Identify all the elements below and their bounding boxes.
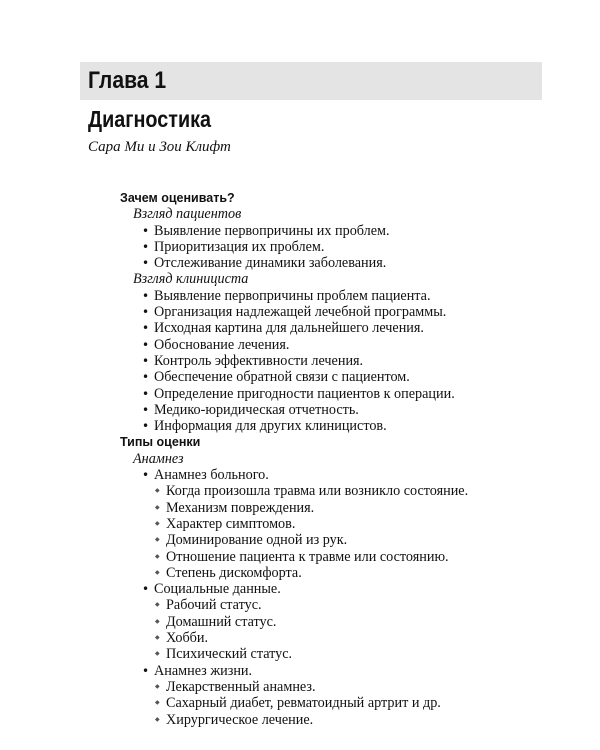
subheading: Анамнез — [133, 450, 184, 467]
chapter-label: Глава 1 — [88, 67, 167, 94]
subheading: Взгляд клинициста — [133, 271, 249, 288]
sub-list-item-text: Психический статус. — [166, 646, 293, 663]
bullet-list — [0, 223, 600, 272]
page-title: Диагностика — [88, 106, 212, 132]
sub-list-item-text: Хирургическое лечение. — [166, 711, 314, 728]
sub-bullet-list — [0, 679, 600, 728]
list-item — [0, 581, 600, 662]
list-item-text: Обоснование лечения. — [154, 336, 290, 353]
list-item — [0, 386, 600, 402]
sub-list-item — [0, 630, 600, 646]
sub-list-item-text: Хобби. — [166, 630, 209, 647]
list-item-text: Отслеживание динамики заболевания. — [154, 255, 387, 272]
document-body — [0, 190, 600, 728]
sub-list-item — [0, 565, 600, 581]
chapter-header-bar — [80, 62, 542, 100]
list-item-text: Выявление первопричины проблем пациента. — [154, 287, 431, 304]
bullet-list — [0, 467, 600, 728]
list-item — [0, 353, 600, 369]
list-item-text: Обеспечение обратной связи с пациентом. — [154, 369, 410, 386]
sub-list-item-text: Отношение пациента к травме или состоянию. — [166, 548, 449, 565]
list-item — [0, 320, 600, 336]
list-item-text: Социальные данные. — [154, 581, 281, 598]
list-item-text: Определение пригодности пациентов к операции. — [154, 385, 455, 402]
sub-list-item-text: Доминирование одной из рук. — [166, 532, 348, 549]
sub-list-item-text: Характер симптомов. — [166, 515, 296, 532]
list-item — [0, 663, 600, 728]
sub-list-item-text: Степень дискомфорта. — [166, 564, 302, 581]
list-item — [0, 288, 600, 304]
sub-list-item — [0, 532, 600, 548]
list-item-text: Анамнез больного. — [154, 467, 269, 484]
sub-bullet-list — [0, 597, 600, 662]
sub-list-item-text: Сахарный диабет, ревматоидный артрит и др. — [166, 695, 441, 712]
list-item-text: Анамнез жизни. — [154, 662, 253, 679]
sub-list-item-text: Рабочий статус. — [166, 597, 262, 614]
list-item — [0, 337, 600, 353]
list-item — [0, 369, 600, 385]
authors-line: Сара Ми и Зои Клифт — [88, 139, 231, 155]
sub-list-item — [0, 516, 600, 532]
sub-list-item-text: Когда произошла травма или возникло состояние. — [166, 483, 469, 500]
list-item — [0, 255, 600, 271]
sub-list-item-text: Лекарственный анамнез. — [166, 678, 316, 695]
sub-bullet-list — [0, 483, 600, 581]
list-item-text: Приоритизация их проблем. — [154, 238, 325, 255]
sub-list-item — [0, 597, 600, 613]
list-item — [0, 402, 600, 418]
list-item-text: Медико-юридическая отчетность. — [154, 401, 359, 418]
sub-list-item — [0, 500, 600, 516]
bullet-list — [0, 288, 600, 435]
sub-list-item — [0, 695, 600, 711]
section-heading: Зачем оценивать? — [120, 191, 235, 205]
sub-list-item — [0, 614, 600, 630]
list-item — [0, 467, 600, 581]
sub-list-item — [0, 712, 600, 728]
list-item — [0, 239, 600, 255]
sub-list-item — [0, 679, 600, 695]
sub-list-item — [0, 646, 600, 662]
subheading: Взгляд пациентов — [133, 206, 242, 223]
list-item-text: Выявление первопричины их проблем. — [154, 222, 390, 239]
sub-list-item — [0, 483, 600, 499]
sub-list-item-text: Домашний статус. — [166, 613, 277, 630]
list-item — [0, 223, 600, 239]
sub-list-item — [0, 549, 600, 565]
section-heading: Типы оценки — [120, 435, 201, 450]
list-item — [0, 304, 600, 320]
list-item-text: Исходная картина для дальнейшего лечения. — [154, 320, 424, 337]
list-item-text: Организация надлежащей лечебной программы. — [154, 304, 447, 321]
list-item — [0, 418, 600, 434]
list-item-text: Информация для других клиницистов. — [154, 418, 387, 435]
list-item-text: Контроль эффективности лечения. — [154, 352, 364, 369]
sub-list-item-text: Механизм повреждения. — [166, 499, 315, 516]
